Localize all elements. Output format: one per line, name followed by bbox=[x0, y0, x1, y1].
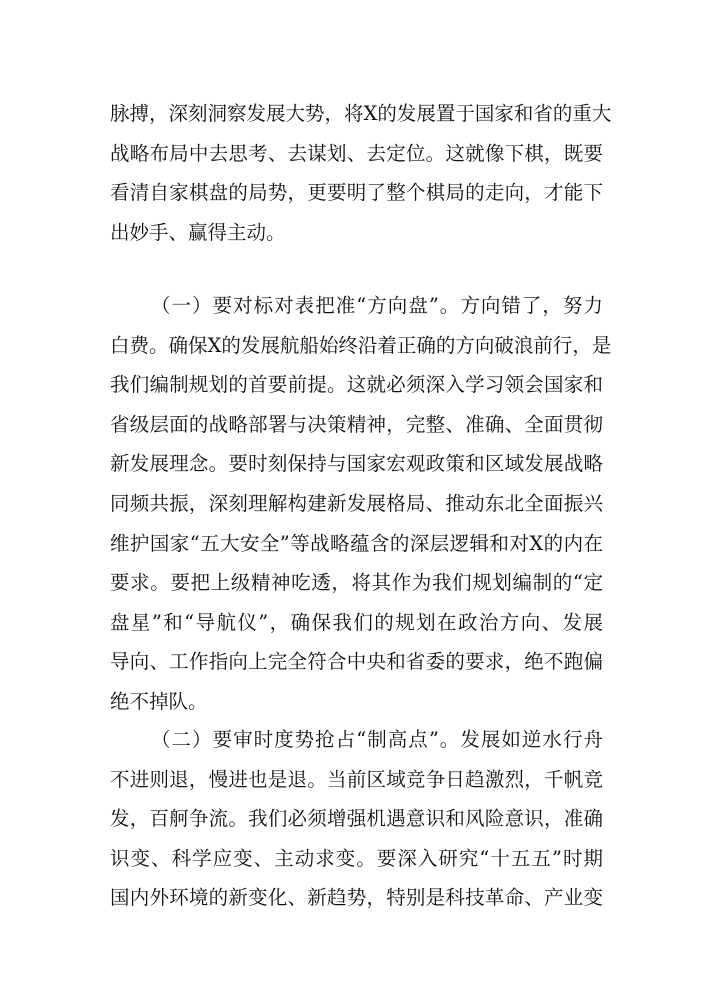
text-line: 脉搏，深刻洞察发展大势，将X的发展置于国家和省的重大 bbox=[110, 102, 612, 125]
text-line: 同频共振，深刻理解构建新发展格局、推动东北全面振兴 bbox=[110, 491, 603, 515]
text-line: 绝不掉队。 bbox=[110, 689, 208, 713]
paragraph-section-2 bbox=[110, 720, 603, 918]
paragraph-section-1 bbox=[110, 286, 612, 722]
text-line: 看清自家棋盘的局势，更要明了整个棋局的走向，才能下 bbox=[110, 181, 603, 205]
text-line: 国内外环境的新变化、新趋势，特别是科技革命、产业变 bbox=[110, 886, 603, 910]
text-line: 发，百舸争流。我们必须增强机遇意识和风险意识，准确 bbox=[110, 807, 603, 831]
text-line: 要求。要把上级精神吃透，将其作为我们规划编制的“定 bbox=[110, 571, 603, 595]
paragraph-continuation bbox=[110, 94, 612, 252]
text-line: 识变、科学应变、主动求变。要深入研究“十五五”时期 bbox=[110, 846, 603, 870]
text-line: 白费。确保X的发展航船始终沿着正确的方向破浪前行，是 bbox=[110, 333, 612, 357]
text-line: 盘星”和“导航仪”，确保我们的规划在政治方向、发展 bbox=[110, 610, 603, 634]
text-line: 导向、工作指向上完全符合中央和省委的要求，绝不跑偏 bbox=[110, 650, 603, 674]
section-heading-line: （二）要审时度势抢占“制高点”。发展如逆水行舟 bbox=[151, 728, 603, 751]
text-line: 新发展理念。要时刻保持与国家宏观政策和区域发展战略 bbox=[110, 452, 603, 476]
text-line: 省级层面的战略部署与决策精神，完整、准确、全面贯彻 bbox=[110, 412, 603, 436]
text-line: 出妙手、赢得主动。 bbox=[110, 220, 286, 244]
section-heading-line: （一）要对标对表把准“方向盘”。方向错了，努力 bbox=[151, 294, 603, 317]
text-line: 战略布局中去思考、去谋划、去定位。这就像下棋，既要 bbox=[110, 141, 603, 165]
text-line: 不进则退，慢进也是退。当前区域竞争日趋激烈，千帆竞 bbox=[110, 767, 603, 791]
text-line: 维护国家“五大安全”等战略蕴含的深层逻辑和对X的内在 bbox=[110, 531, 603, 555]
text-line: 我们编制规划的首要前提。这就必须深入学习领会国家和 bbox=[110, 373, 603, 397]
